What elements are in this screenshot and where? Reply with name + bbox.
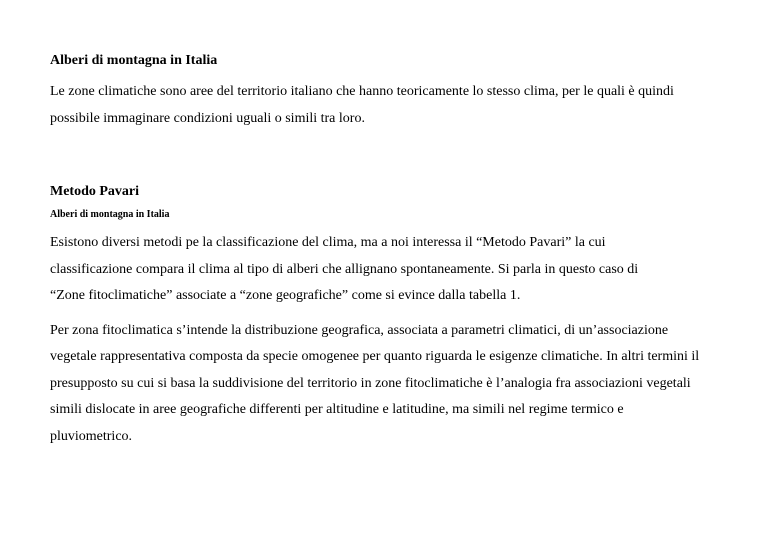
intro-paragraph: Le zone climatiche sono aree del territorio italiano che hanno teoricamente lo stesso clima, per le quali è quindi possibile immaginare condizioni uguali o simili tra loro. [50, 84, 674, 126]
section-title-metodo-pavari: Metodo Pavari [50, 184, 140, 199]
pavari-paragraph-1: Esistono diversi metodi pe la classificazione del clima, ma a noi interessa il “Metodo Pavari” la cui classificazione compara il clima al tipo di alberi che allignano spontaneamente. Si parla in questo caso di “Zone fitoclimatiche” associate a “zone geografiche” come si evince dalla tabella 1. [50, 235, 639, 303]
pavari-paragraph-2: Per zona fitoclimatica s’intende la distribuzione geografica, associata a parametri climatici, di un’associazione vegetale rappresentativa composta da specie omogenee per quanto riguarda le esigenze climatiche. In altri termini il presupposto su cui si basa la suddivisione del territorio in zone fitoclimatiche è l’analogia fra associazioni vegetali simili dislocate in aree geografiche differenti per altitudine e latitudine, ma simili nel regime termico e pluviometrico. [50, 322, 700, 444]
section-title-alberi: Alberi di montagna in Italia [50, 53, 218, 68]
document-page [50, 52, 750, 450]
section-subtitle: Alberi di montagna in Italia [50, 209, 170, 220]
